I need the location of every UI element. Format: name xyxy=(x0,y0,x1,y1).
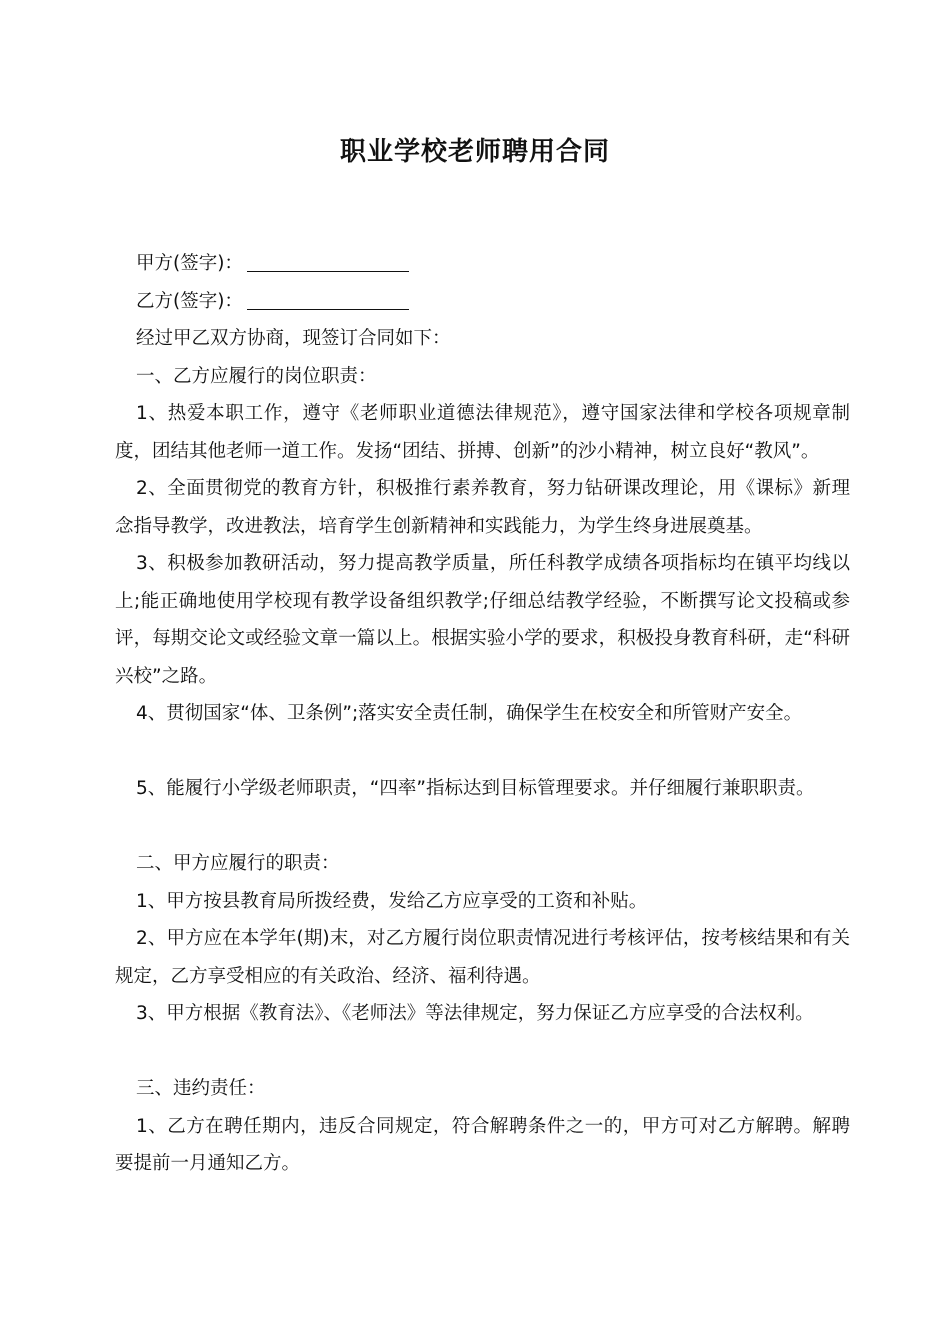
party-b-label: 乙方(签字)： xyxy=(136,290,243,312)
section2-item-2: 2、甲方应在本学年(期)末，对乙方履行岗位职责情况进行考核评估，按考核结果和有关规定，乙方享受相应的有关政治、经济、福利待遇。 xyxy=(115,928,850,987)
section1-item-2: 2、全面贯彻党的教育方针，积极推行素养教育，努力钻研课改理论，用《课标》新理念指导教学，改进教法，培育学生创新精神和实践能力，为学生终身进展奠基。 xyxy=(115,478,850,537)
section1-heading: 一、乙方应履行的岗位职责： xyxy=(136,365,377,387)
party-a-label: 甲方(签字)： xyxy=(136,253,243,274)
section2-item-3: 3、甲方根据《教育法》、《老师法》等法律规定，努力保证乙方应享受的合法权利。 xyxy=(136,1003,814,1024)
document-body xyxy=(115,245,850,1183)
paragraph-spacer xyxy=(115,808,850,846)
section2-heading: 二、甲方应履行的职责： xyxy=(136,853,340,874)
paragraph-spacer xyxy=(115,733,850,771)
party-b-signature-blank xyxy=(247,308,409,310)
intro-paragraph: 经过甲乙双方协商，现签订合同如下： xyxy=(136,328,451,349)
section2-item-1: 1、甲方按县教育局所拨经费，发给乙方应享受的工资和补贴。 xyxy=(136,890,648,912)
party-a-signature-line xyxy=(115,245,850,283)
section1-item-5: 5、能履行小学级老师职责，“四率”指标达到目标管理要求。并仔细履行兼职职责。 xyxy=(136,778,815,799)
section1-item-3: 3、积极参加教研活动，努力提高教学质量，所任科教学成绩各项指标均在镇平均线以上;能正确地使用学校现有教学设备组织教学;仔细总结教学经验，不断撰写论文投稿或参评，每期交论文或经验文章一篇以上。根据实验小学的要求，积极投身教育科研，走“科研兴校”之路。 xyxy=(115,553,850,687)
party-b-signature-line xyxy=(115,283,850,321)
section1-item-4: 4、贯彻国家“体、卫条例”;落实安全责任制，确保学生在校安全和所管财产安全。 xyxy=(136,703,803,724)
paragraph-spacer xyxy=(115,1033,850,1071)
section3-item-1: 1、乙方在聘任期内，违反合同规定，符合解聘条件之一的，甲方可对乙方解聘。解聘要提前一月通知乙方。 xyxy=(115,1115,850,1174)
section1-item-1: 1、热爱本职工作，遵守《老师职业道德法律规范》，遵守国家法律和学校各项规章制度，团结其他老师一道工作。发扬“团结、拼搏、创新”的沙小精神，树立良好“教风”。 xyxy=(115,403,850,462)
party-a-signature-blank xyxy=(247,270,409,272)
document-title: 职业学校老师聘用合同 xyxy=(339,137,610,167)
section3-heading: 三、违约责任： xyxy=(136,1078,266,1099)
